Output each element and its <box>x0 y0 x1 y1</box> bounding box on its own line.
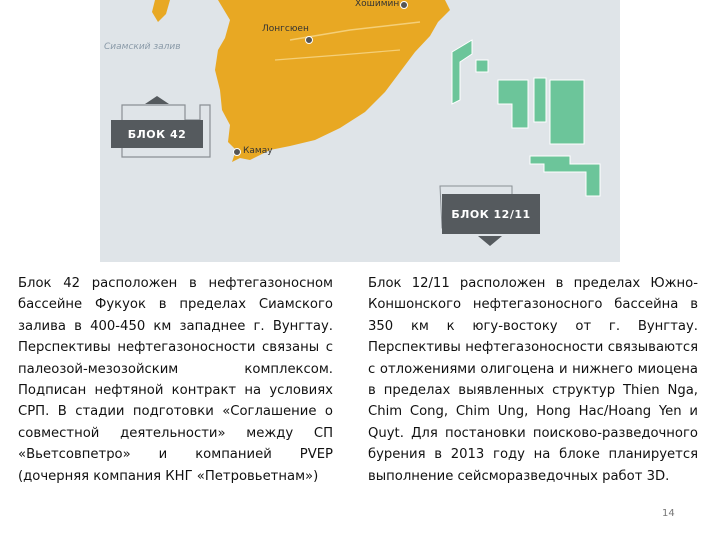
map <box>100 0 620 262</box>
sea-label: Сиамский залив <box>104 42 181 52</box>
city-label-hochiminh: Хошимин <box>355 0 400 9</box>
city-label-camau: Камау <box>243 146 273 156</box>
license-area <box>550 80 584 144</box>
city-dot-hochiminh <box>400 1 408 9</box>
block-1211-label: БЛОК 12/11 <box>442 194 540 234</box>
license-area <box>476 60 488 72</box>
left-text-paragraph: Блок 42 расположен в нефтегазоносном бассейне Фукуок в пределах Сиамского залива в 400-450 км западнее г. Вунгтау. Перспективы нефтегазоносности связаны с палеозой-мезозойским комплексом. Подписан нефтяной контракт на условиях СРП. В стадии подготовки «Соглашение о совместной деятельности» между СП «Вьетсовпетро» и компанией PVEP (дочерняя компания КНГ «Петровьетнам») <box>18 276 333 484</box>
city-dot-camau <box>233 148 241 156</box>
city-label-longxuyen: Лонгсюен <box>262 24 309 34</box>
right-text-paragraph: Блок 12/11 расположен в пределах Южно-Коншонского нефтегазоносного бассейна в 350 км к югу-востоку от г. Вунгтау. Перспективы нефтегазоносности связываются с отложениями олигоцена и нижнего миоцена в пределах выявленных структур Thien Nga, Chim Cong, Chim Ung, Hong Hac/Hoang Yen и Quyt. Для постановки поисково-разведочного бурения в 2013 году на блоке планируется выполнение сейсморазведочных работ 3D. <box>368 276 698 484</box>
block-42-label: БЛОК 42 <box>111 120 203 148</box>
city-dot-longxuyen <box>305 36 313 44</box>
license-area <box>534 78 546 122</box>
page-number: 14 <box>662 508 675 519</box>
